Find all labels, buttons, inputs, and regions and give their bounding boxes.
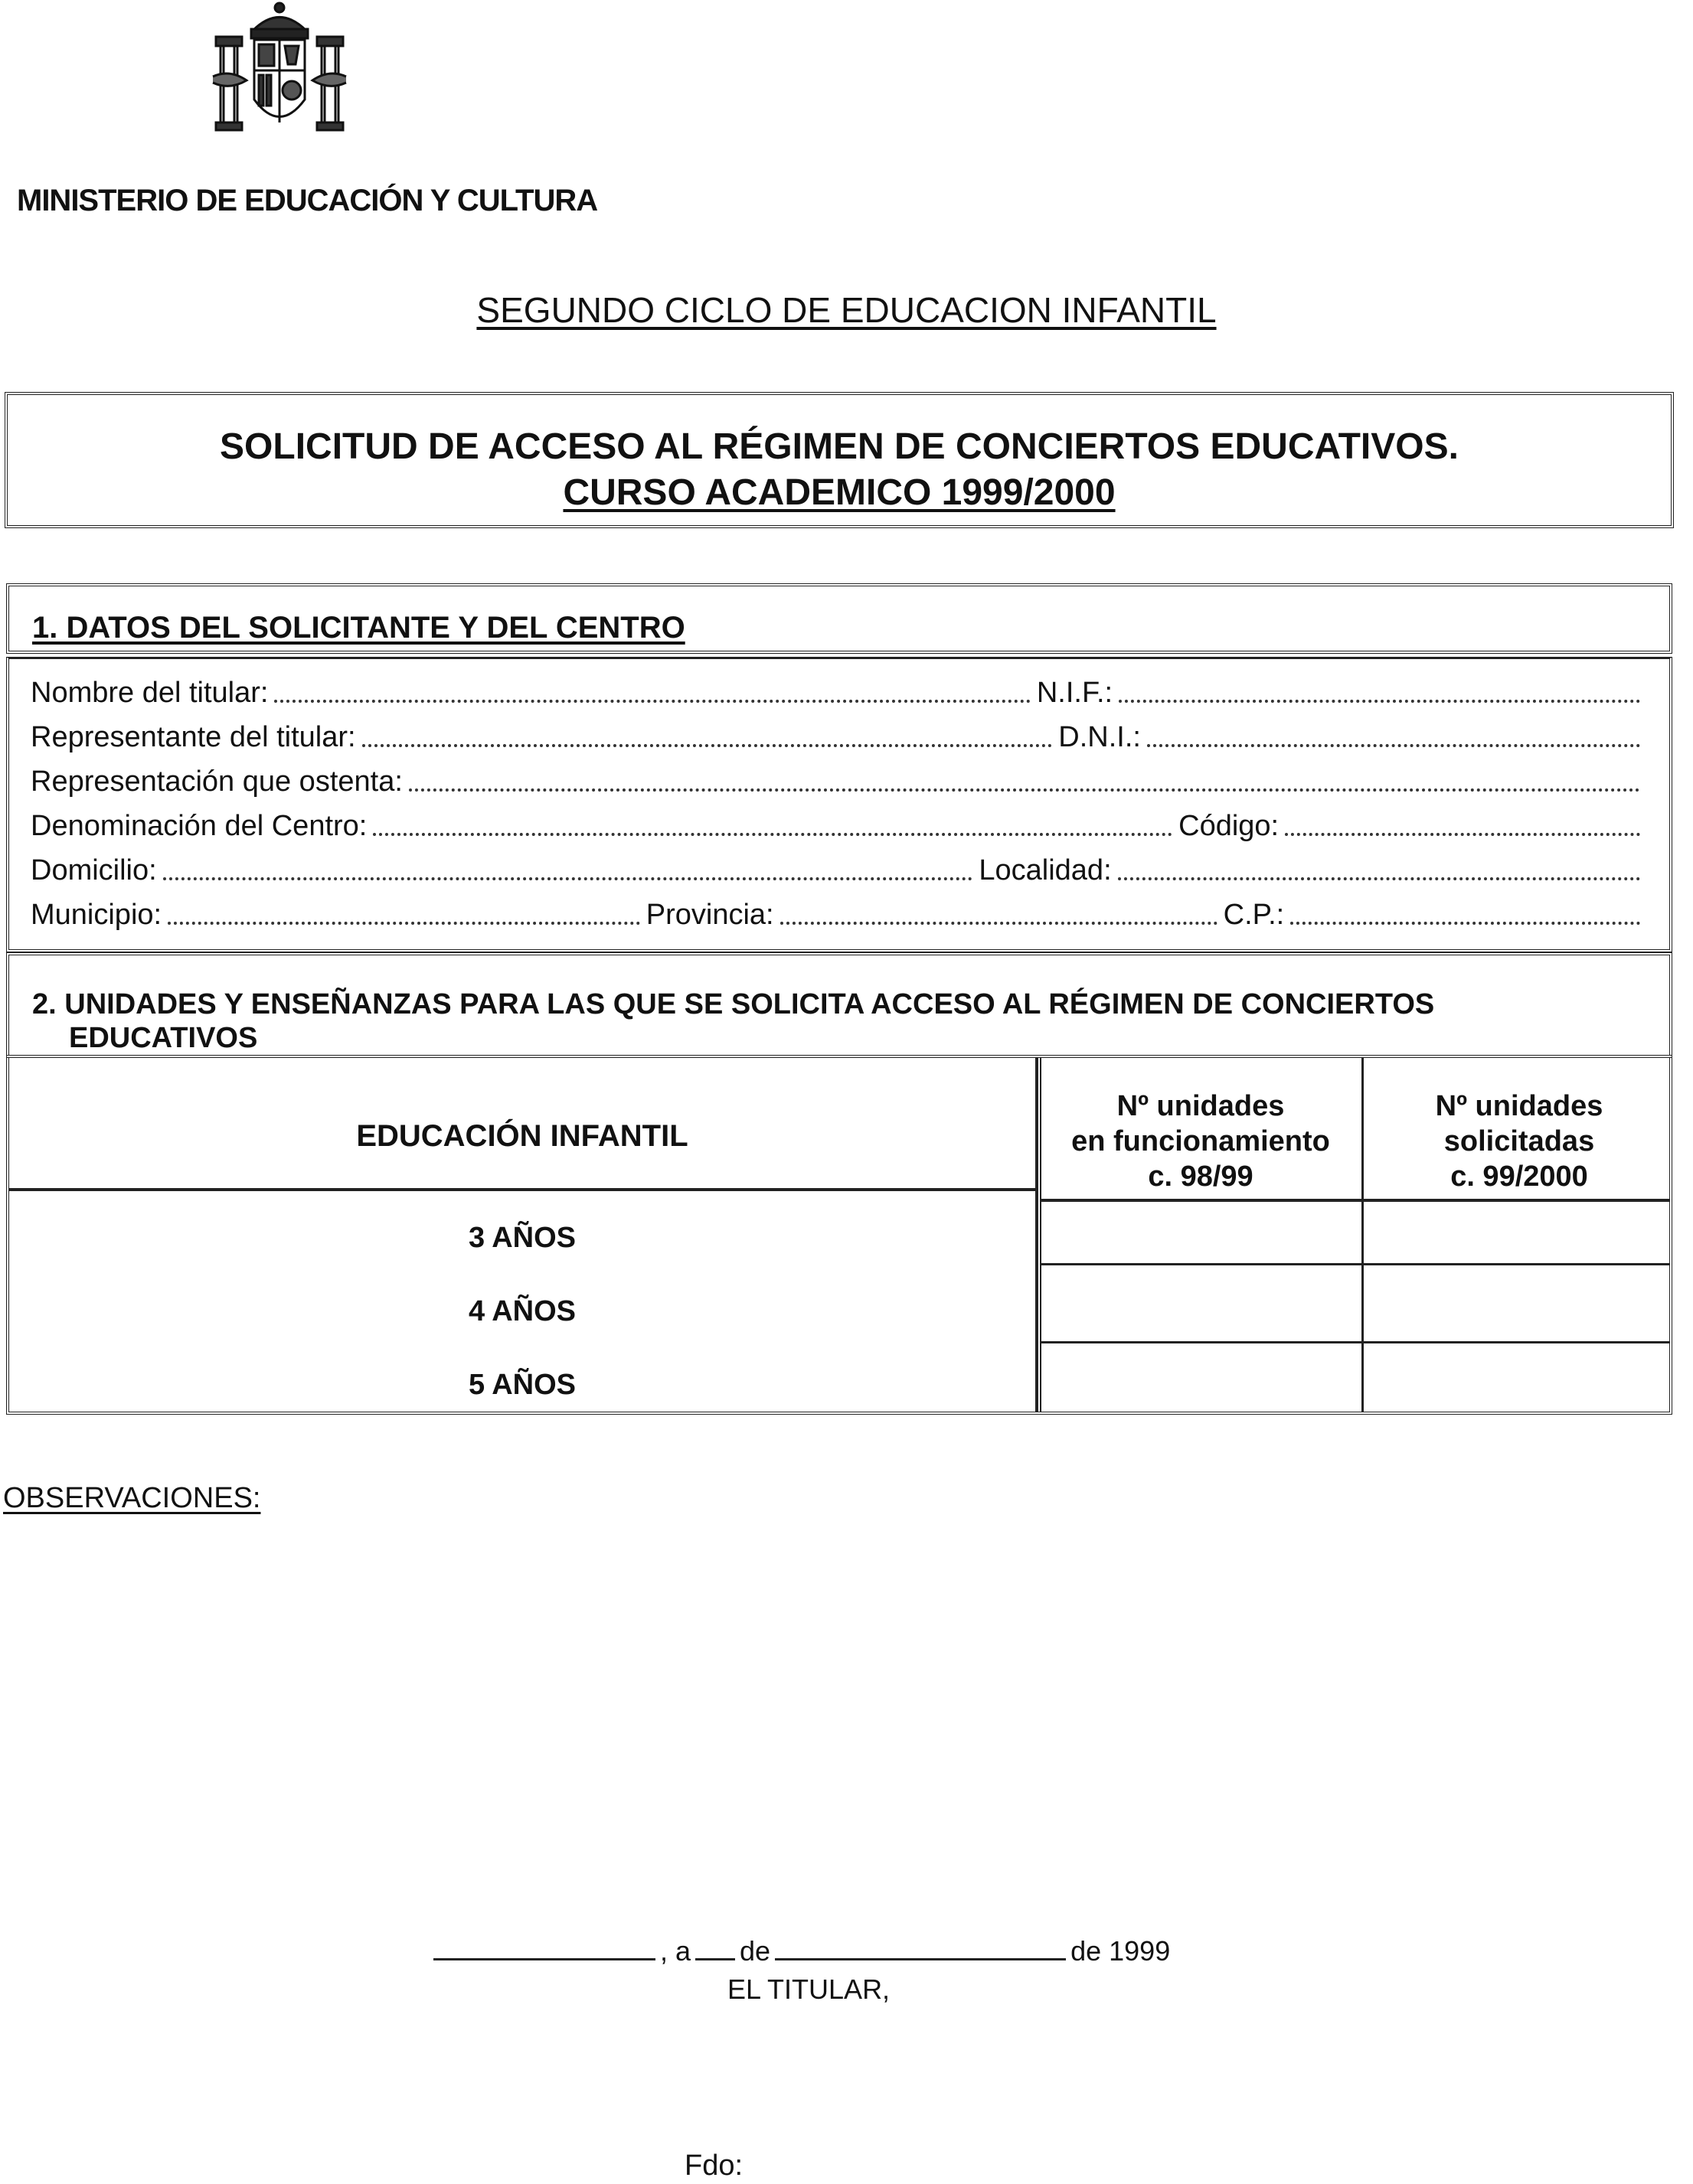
nombre-titular-field[interactable] [274,700,1030,703]
codigo-label: Código: [1178,810,1280,842]
field-row-centro [31,803,1646,843]
field-row-domicilio [31,847,1646,887]
domicilio-field[interactable] [163,877,973,880]
section-1-header [6,583,1672,654]
localidad-label: Localidad: [979,854,1112,886]
units-table [6,1055,1672,1415]
form-title-box [5,392,1674,528]
coat-of-arms-emblem [207,0,352,142]
cell-3-years-requested[interactable] [1365,1203,1668,1262]
provincia-field[interactable] [780,922,1217,925]
field-row-representacion [31,759,1646,798]
field-row-titular [31,670,1646,710]
representacion-field[interactable] [409,788,1640,792]
section-2-title-line-1: 2. UNIDADES Y ENSEÑANZAS PARA LAS QUE SE SOLICITA ACCESO AL RÉGIMEN DE CONCIERTOS [32,988,1435,1020]
units-functioning-header-line: en funcionamiento [1071,1125,1330,1157]
row-label-5-years: 5 AÑOS [468,1369,577,1401]
section-1-fields [6,657,1672,952]
representacion-label: Representación que ostenta: [31,766,403,798]
denominacion-label: Denominación del Centro: [31,810,368,842]
observations-label: OBSERVACIONES: [3,1482,261,1514]
dni-field[interactable] [1147,744,1640,747]
units-requested-header-line: solicitadas [1443,1125,1595,1157]
cycle-title: SEGUNDO CICLO DE EDUCACION INFANTIL [476,290,1217,330]
nif-field[interactable] [1119,700,1640,703]
table-divider [1035,1058,1038,1412]
ministry-name: MINISTERIO DE EDUCACIÓN Y CULTURA [17,184,598,217]
de-connector: de [740,1935,771,1967]
units-requested-header-line: Nº unidades [1435,1090,1603,1122]
units-functioning-header-line: Nº unidades [1116,1090,1285,1122]
section-2-title-line-2: EDUCATIVOS [69,1022,258,1054]
section-1-title: 1. DATOS DEL SOLICITANTE Y DEL CENTRO [32,611,685,645]
table-divider [1040,1263,1669,1265]
units-requested-header-line: c. 99/2000 [1450,1161,1588,1193]
representante-field[interactable] [362,744,1053,747]
academic-year-title: CURSO ACADEMICO 1999/2000 [563,472,1116,513]
units-functioning-header-line: c. 98/99 [1148,1161,1253,1193]
cell-5-years-requested[interactable] [1365,1344,1668,1410]
dni-label: D.N.I.: [1058,721,1141,753]
cp-label: C.P.: [1223,899,1285,931]
date-place-line [429,1935,1170,1967]
cell-3-years-functioning[interactable] [1043,1203,1360,1262]
municipio-field[interactable] [168,922,640,925]
row-label-3-years: 3 AÑOS [468,1222,577,1254]
field-row-representante [31,714,1646,754]
nombre-titular-label: Nombre del titular: [31,677,269,709]
localidad-field[interactable] [1118,877,1640,880]
domicilio-label: Domicilio: [31,854,157,886]
table-divider [1361,1058,1364,1412]
signed-label: Fdo: [685,2150,744,2182]
table-divider [1040,1341,1669,1343]
cell-4-years-functioning[interactable] [1043,1266,1360,1340]
field-row-municipio [31,892,1646,932]
municipio-label: Municipio: [31,899,162,931]
section-2-title [32,988,1564,1055]
row-label-4-years: 4 AÑOS [468,1295,577,1327]
denominacion-field[interactable] [373,833,1172,836]
provincia-label: Provincia: [645,899,774,931]
day-blank[interactable] [695,1958,735,1960]
cell-4-years-requested[interactable] [1365,1266,1668,1340]
place-blank[interactable] [433,1958,655,1960]
year-text: de 1999 [1070,1935,1171,1967]
form-title: SOLICITUD DE ACCESO AL RÉGIMEN DE CONCIERTOS EDUCATIVOS. [220,426,1459,467]
cp-field[interactable] [1290,922,1640,925]
representante-label: Representante del titular: [31,721,356,753]
codigo-field[interactable] [1285,833,1640,836]
units-requested-header [1366,1089,1672,1194]
units-functioning-header [1040,1089,1361,1194]
section-2-header [6,952,1672,1058]
titular-label: EL TITULAR, [727,1973,891,2005]
table-divider [9,1188,1038,1191]
nif-label: N.I.F.: [1036,677,1113,709]
a-connector: , a [660,1935,691,1967]
month-blank[interactable] [775,1958,1066,1960]
cell-5-years-functioning[interactable] [1043,1344,1360,1410]
table-divider [1040,1199,1669,1202]
education-column-header: EDUCACIÓN INFANTIL [356,1119,688,1153]
